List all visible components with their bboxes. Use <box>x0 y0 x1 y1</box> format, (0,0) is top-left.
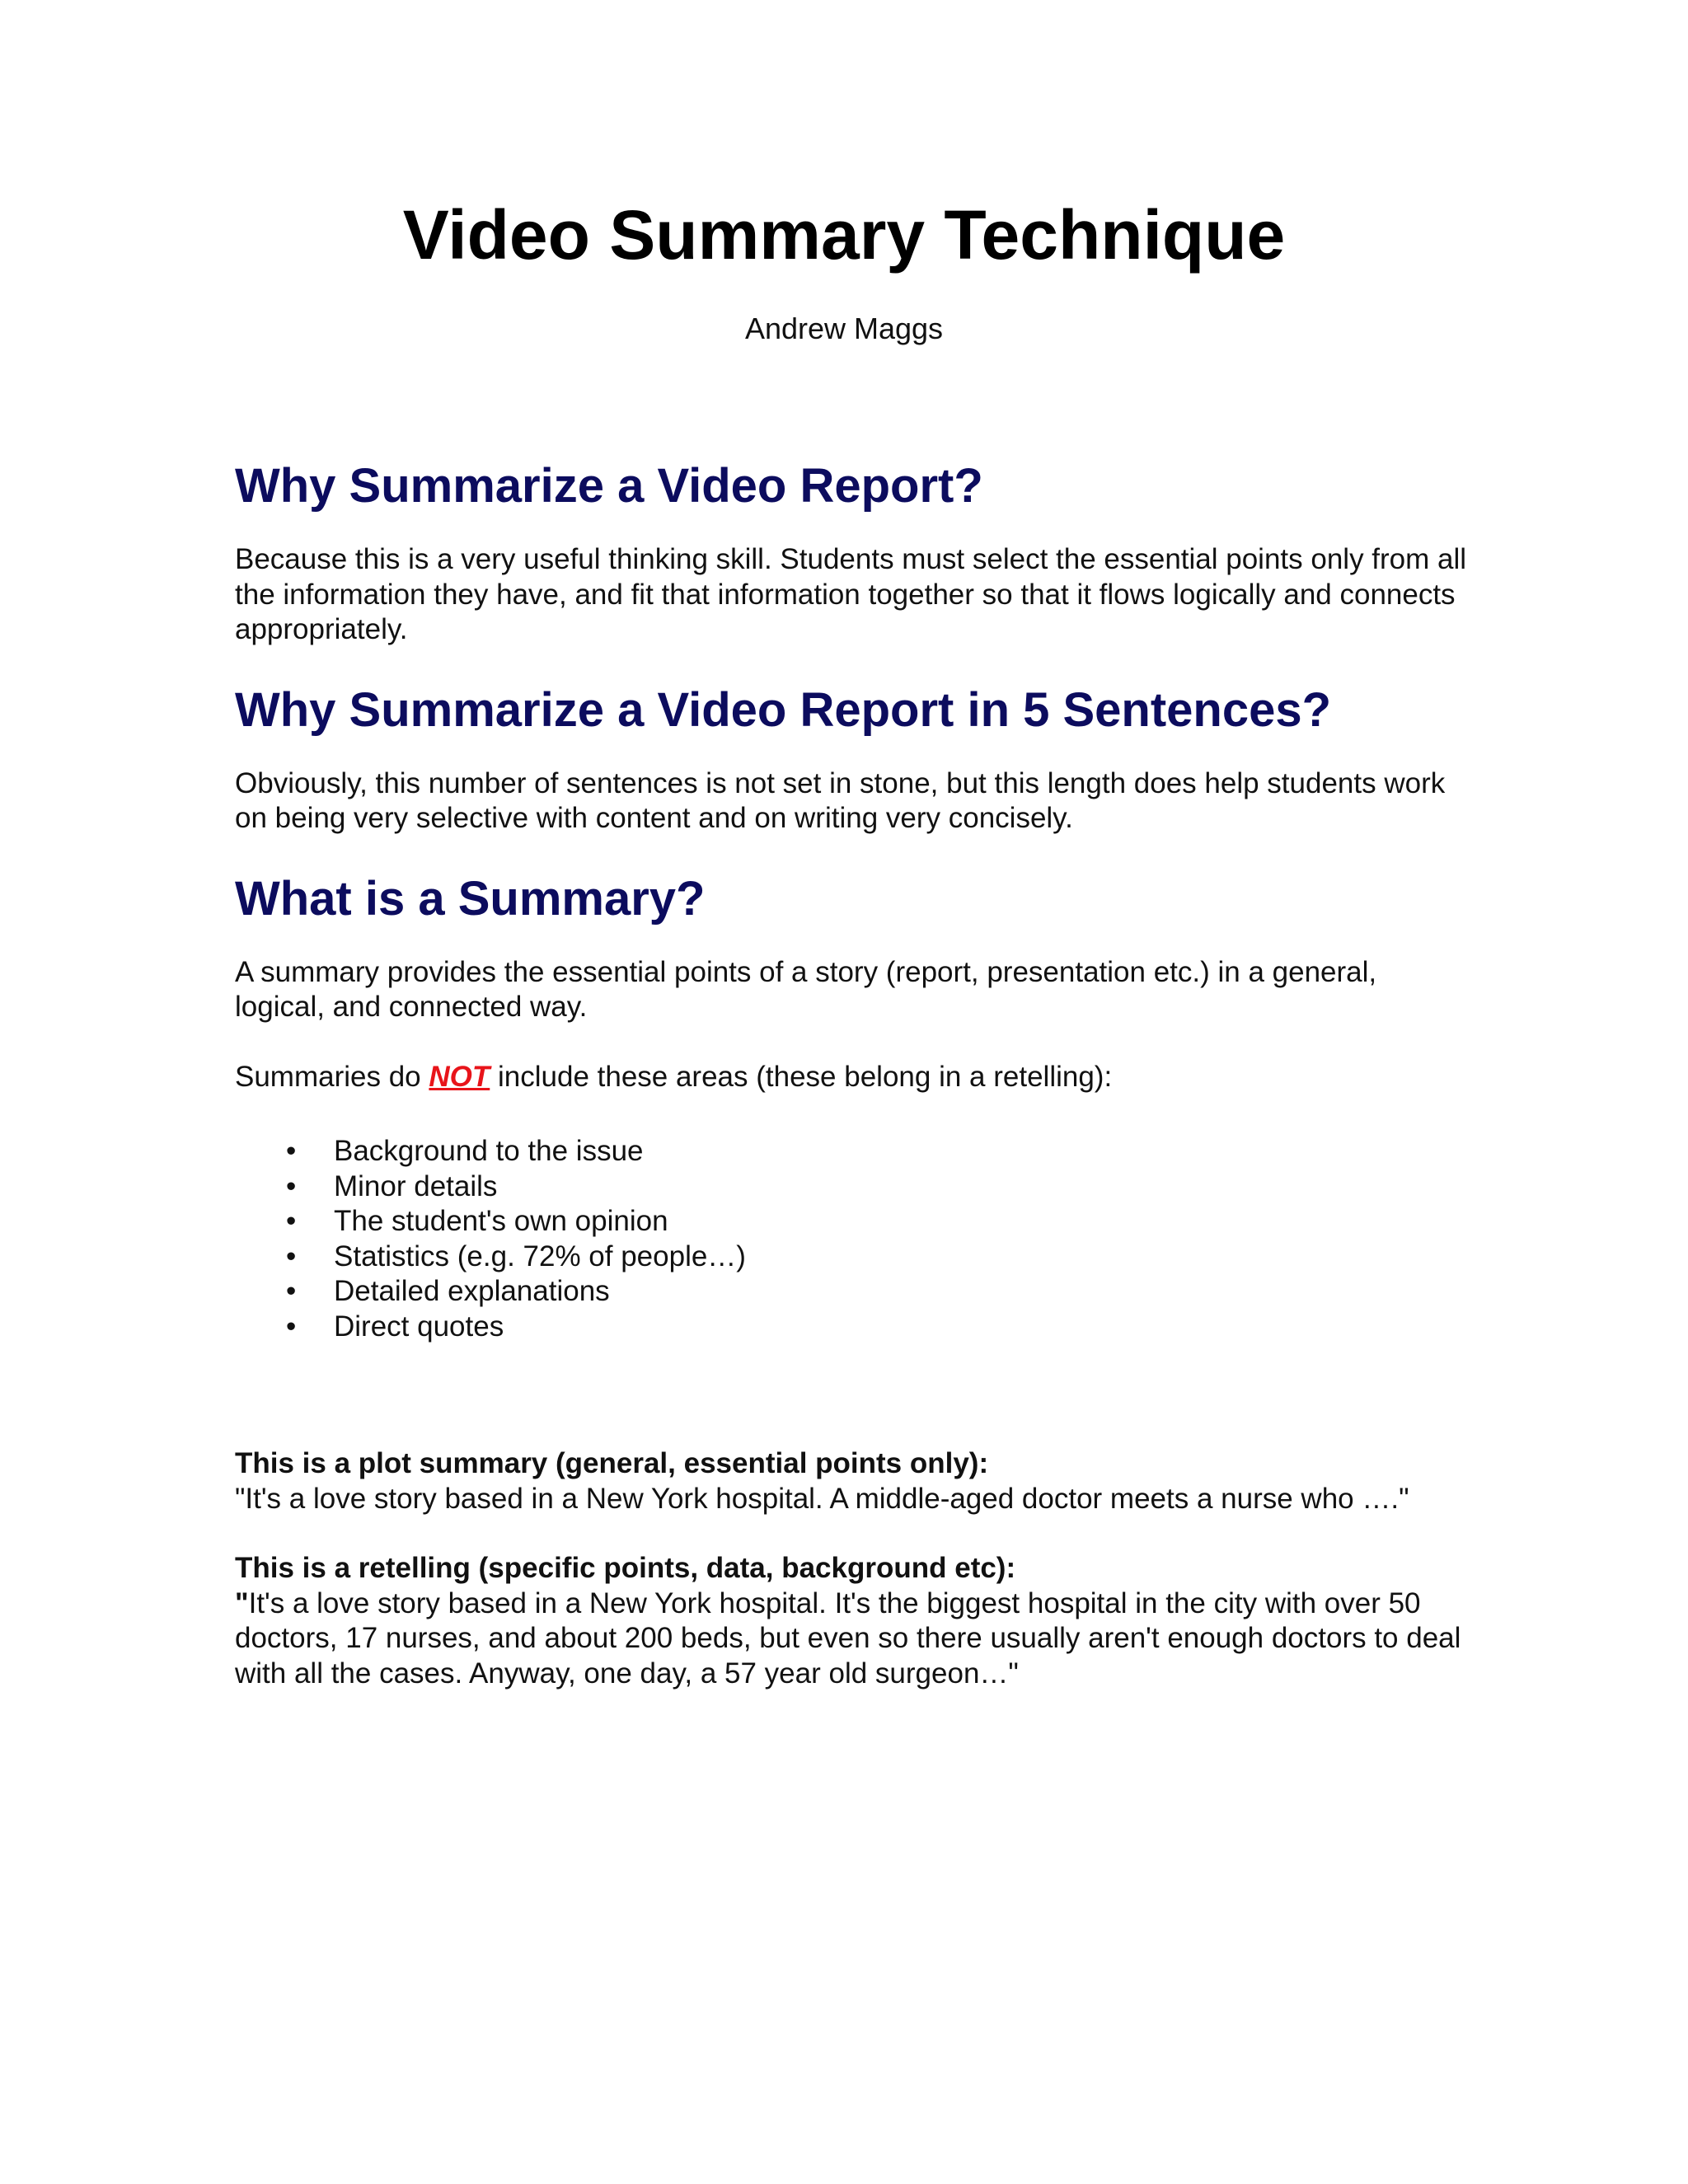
bullet-icon: • <box>286 1205 297 1237</box>
bullet-icon: • <box>286 1240 297 1272</box>
plot-summary-quote: "It's a love story based in a New York hospital. A middle-aged doctor meets a nurse who …." <box>235 1482 1409 1515</box>
retelling-open-quote: " <box>235 1586 249 1619</box>
plot-summary-example <box>235 1446 1471 1516</box>
list-item: • Detailed explanations <box>235 1274 1471 1310</box>
not-include-sentence <box>235 1060 1471 1095</box>
list-item: • Minor details <box>235 1169 1471 1205</box>
retelling-example <box>235 1551 1471 1691</box>
not-sentence-before: Summaries do <box>235 1060 429 1093</box>
bullet-icon: • <box>286 1135 297 1167</box>
document-body <box>235 445 1471 1691</box>
excluded-areas-list <box>235 1134 1471 1344</box>
list-item: • The student's own opinion <box>235 1204 1471 1240</box>
bullet-icon: • <box>286 1275 297 1307</box>
retelling-quote <box>235 1587 1461 1690</box>
document-author: Andrew Maggs <box>744 312 944 345</box>
section-heading-why-summarize: Why Summarize a Video Report? <box>235 459 983 513</box>
bullet-icon: • <box>286 1310 297 1343</box>
list-item: • Statistics (e.g. 72% of people…) <box>235 1240 1471 1275</box>
section-heading-five-sentences: Why Summarize a Video Report in 5 Sentences? <box>235 682 1332 737</box>
section-text-five-sentences: Obviously, this number of sentences is not set in stone, but this length does help students work on being very selective with content and on writing very concisely. <box>235 766 1446 834</box>
section-text-why-summarize: Because this is a very useful thinking skill. Students must select the essential points only from all the information they have, and fit that information together so that it flows logically and connects appropriately. <box>235 543 1467 645</box>
retelling-quote-body: It's a love story based in a New York hospital. It's the biggest hospital in the city with over 50 doctors, 17 nurses, and about 200 beds, but even so there usually aren't enough doctors to deal with all the cases. Anyway, one day, a 57 year old surgeon…" <box>235 1586 1461 1690</box>
retelling-label: This is a retelling (specific points, data, background etc): <box>235 1552 1016 1584</box>
document-title: Video Summary Technique <box>402 196 1286 274</box>
section-heading-what-is-summary: What is a Summary? <box>235 871 706 926</box>
not-emphasis: NOT <box>429 1060 490 1093</box>
plot-summary-label: This is a plot summary (general, essential points only): <box>235 1447 989 1479</box>
section-text-what-is-summary: A summary provides the essential points of a story (report, presentation etc.) in a general, logical, and connected way. <box>235 955 1377 1023</box>
bullet-icon: • <box>286 1169 297 1202</box>
list-item: • Background to the issue <box>235 1134 1471 1169</box>
list-item: • Direct quotes <box>235 1310 1471 1345</box>
not-sentence-after: include these areas (these belong in a retelling): <box>490 1060 1113 1093</box>
